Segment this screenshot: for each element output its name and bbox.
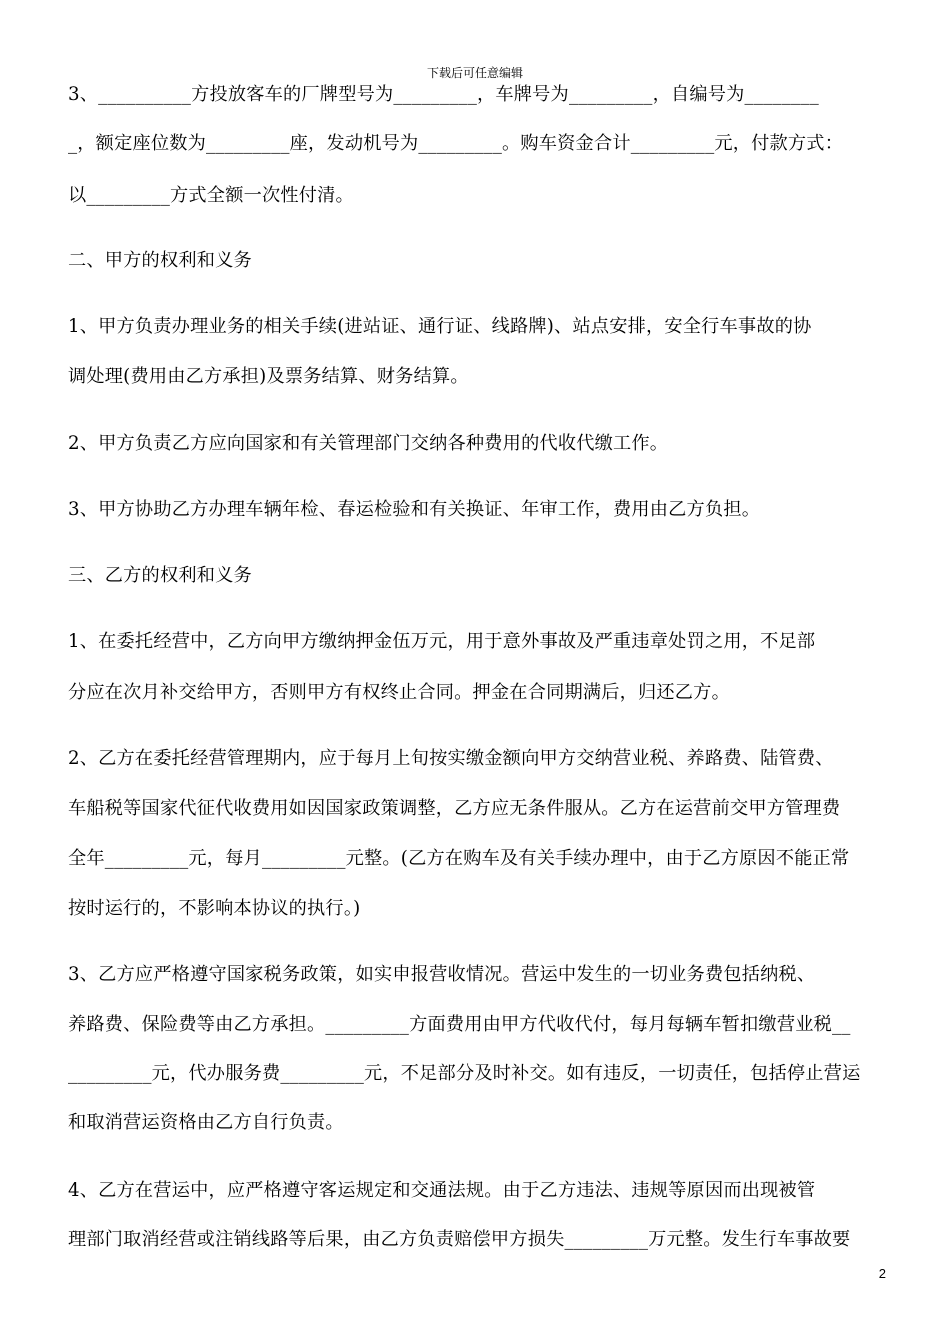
text-line: 理部门取消经营或注销线路等后果，由乙方负责赔偿甲方损失_________万元整。发生行车事故要	[68, 1229, 851, 1250]
text-line: 调处理(费用由乙方承担)及票务结算、财务结算。	[68, 366, 469, 387]
text-line: 4、乙方在营运中，应严格遵守客运规定和交通法规。由于乙方违法、违规等原因而出现被管	[68, 1180, 816, 1201]
section-heading: 二、甲方的权利和义务	[68, 250, 252, 271]
text-line: 分应在次月补交给甲方，否则甲方有权终止合同。押金在合同期满后，归还乙方。	[68, 682, 730, 703]
text-line: 全年_________元，每月_________元整。(乙方在购车及有关手续办理中，由于乙方原因不能正常	[68, 848, 850, 869]
text-line: 按时运行的，不影响本协议的执行。)	[68, 898, 361, 919]
text-line: 1、在委托经营中，乙方向甲方缴纳押金伍万元，用于意外事故及严重违章处罚之用，不足部	[68, 631, 816, 652]
section-heading: 三、乙方的权利和义务	[68, 565, 252, 586]
text-line: 2、乙方在委托经营管理期内，应于每月上旬按实缴金额向甲方交纳营业税、养路费、陆管费、	[68, 748, 834, 769]
text-line: 以_________方式全额一次性付清。	[68, 185, 354, 206]
text-line: 3、乙方应严格遵守国家税务政策，如实申报营收情况。营运中发生的一切业务费包括纳税、	[68, 964, 816, 985]
text-line: 3、甲方协助乙方办理车辆年检、春运检验和有关换证、年审工作，费用由乙方负担。	[68, 499, 761, 520]
text-line: 养路费、保险费等由乙方承担。_________方面费用由甲方代收代付，每月每辆车暂扣缴营业税__	[68, 1014, 851, 1035]
text-line: 2、甲方负责乙方应向国家和有关管理部门交纳各种费用的代收代缴工作。	[68, 433, 669, 454]
page-header: 下载后可任意编辑	[426, 66, 523, 80]
text-line: _________元，代办服务费_________元，不足部分及时补交。如有违反，一切责任，包括停止营运	[68, 1063, 861, 1084]
text-line: 1、甲方负责办理业务的相关手续(进站证、通行证、线路牌)、站点安排，安全行车事故的协	[68, 316, 812, 337]
text-line: 3、__________方投放客车的厂牌型号为_________，车牌号为_________，自编号为________	[68, 84, 819, 105]
text-line: 车船税等国家代征代收费用如因国家政策调整，乙方应无条件服从。乙方在运营前交甲方管理费	[68, 798, 841, 819]
text-line: 和取消营运资格由乙方自行负责。	[68, 1112, 344, 1133]
text-line: _，额定座位数为_________座，发动机号为_________。购车资金合计_________元，付款方式：	[68, 133, 844, 154]
page-number: 2	[878, 1266, 886, 1281]
